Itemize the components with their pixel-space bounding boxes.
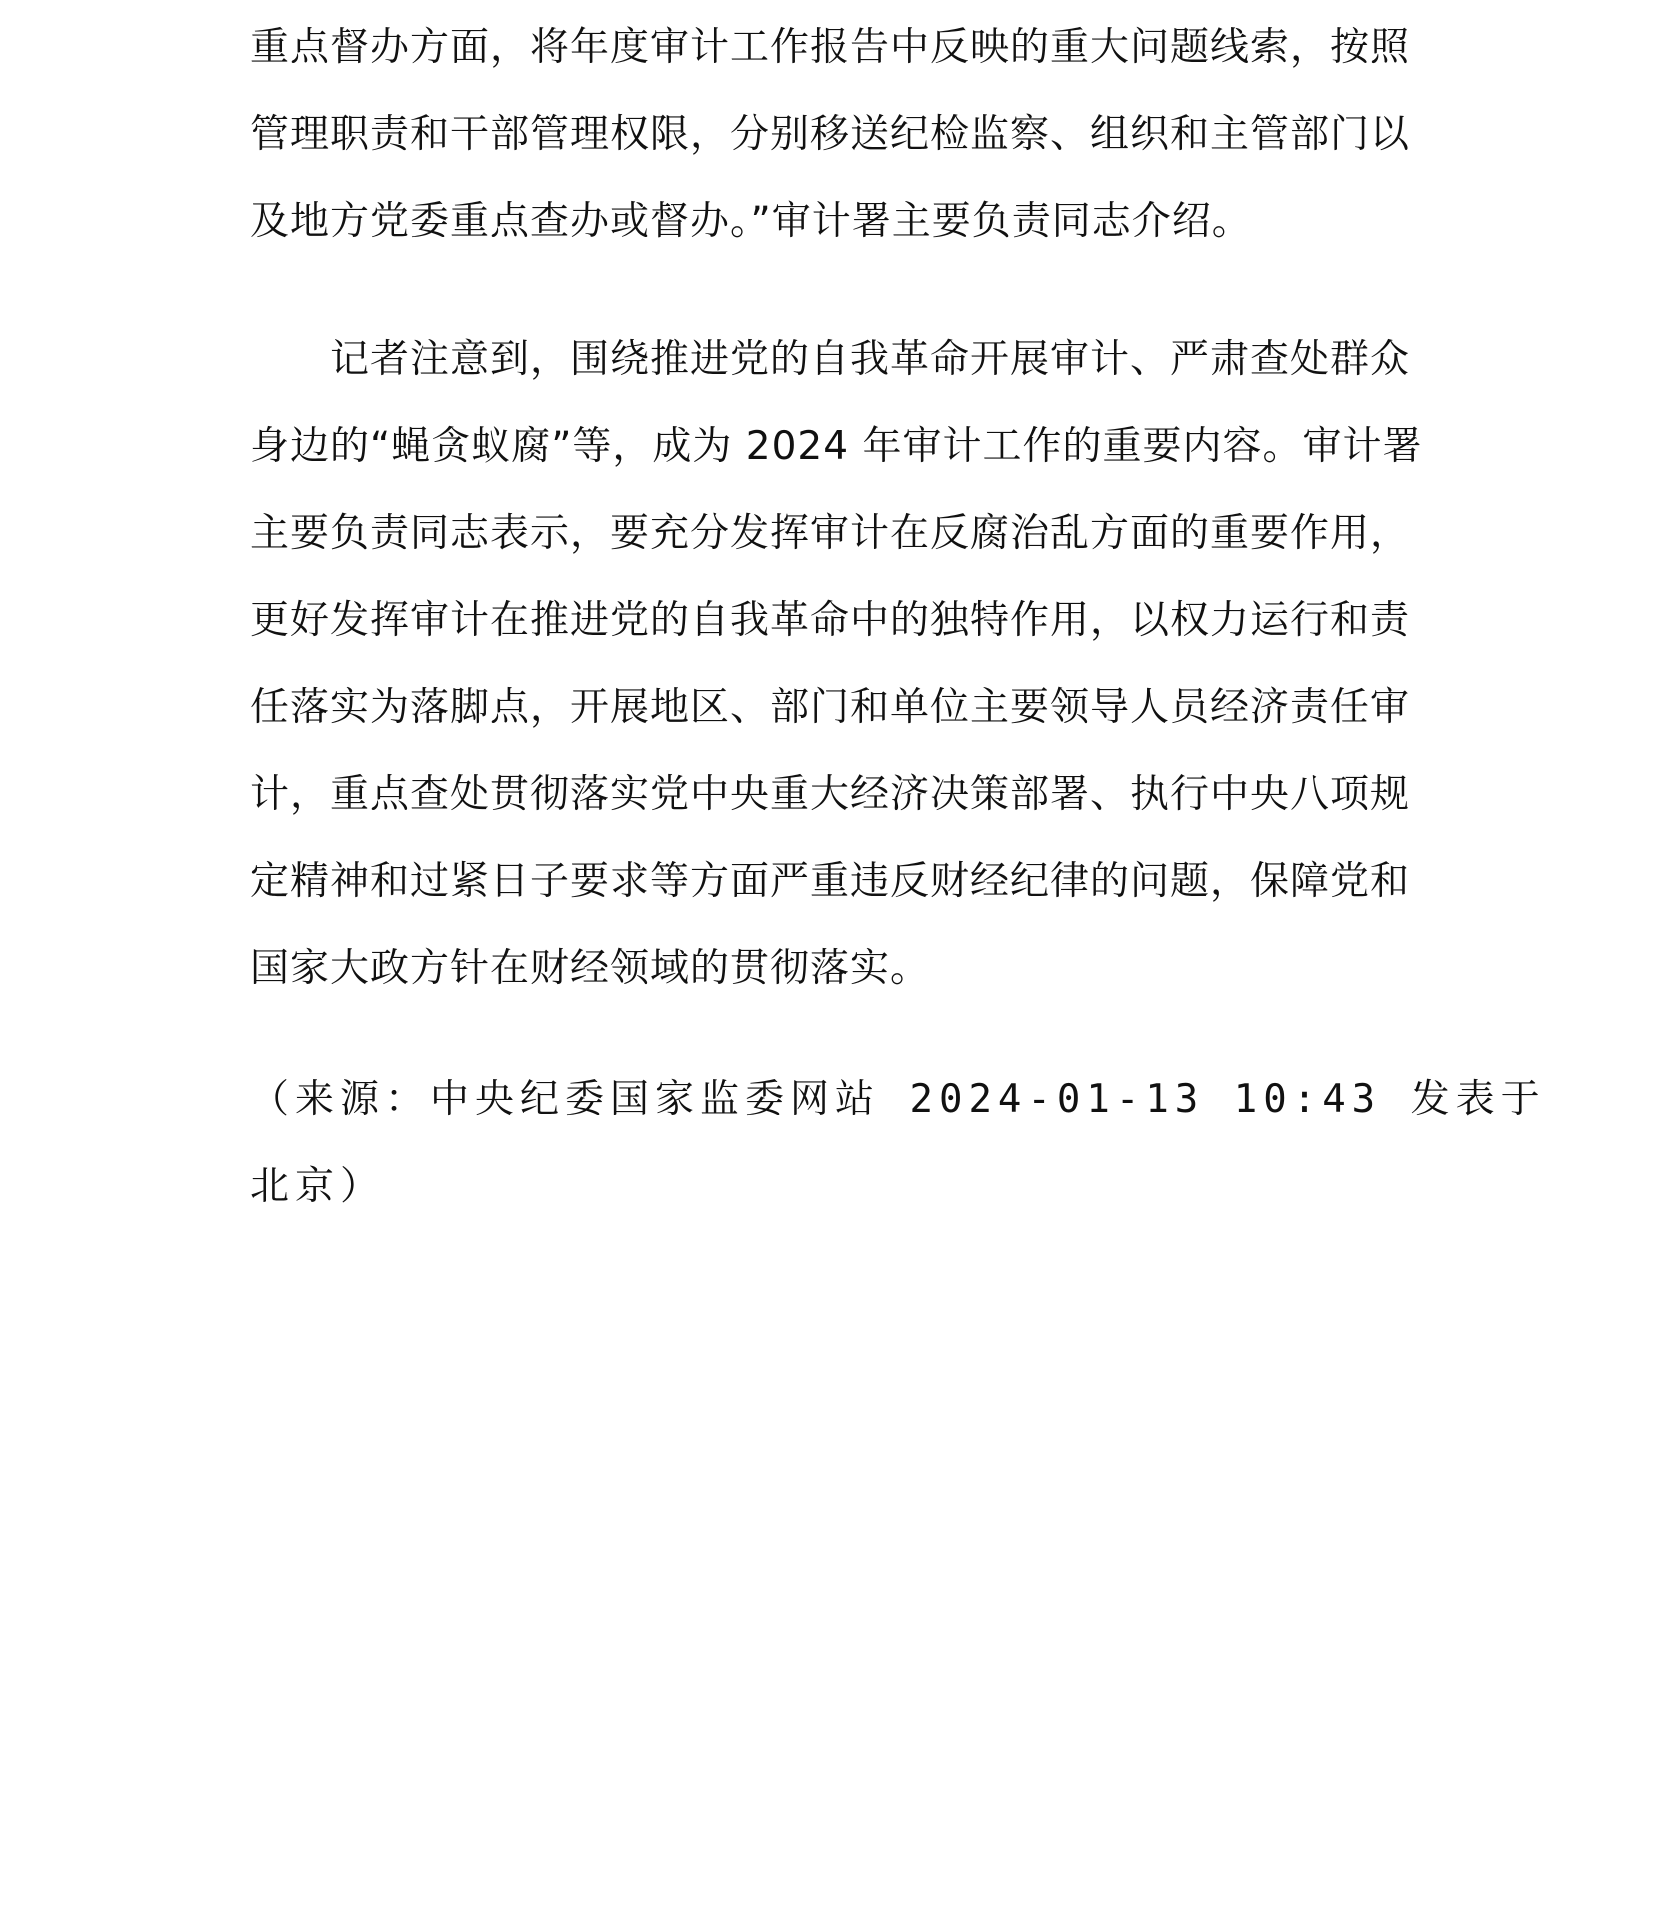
- text-line: 重点督办方面，将年度审计工作报告中反映的重大问题线索，按照: [250, 25, 1411, 70]
- text-line: 管理职责和干部管理权限，分别移送纪检监察、组织和主管部门以: [250, 112, 1411, 157]
- text-line: 及地方党委重点查办或督办。”审计署主要负责同志介绍。: [250, 199, 1252, 244]
- text-line: 国家大政方针在财经领域的贯彻落实。: [250, 946, 931, 991]
- text-line: 计，重点查处贯彻落实党中央重大经济决策部署、执行中央八项规: [250, 772, 1411, 817]
- text-line: 身边的“蝇贪蚁腐”等，成为 2024 年审计工作的重要内容。审计署: [250, 424, 1423, 469]
- text-line: 记者注意到，围绕推进党的自我革命开展审计、严肃查处群众: [250, 337, 1411, 382]
- text-line: 主要负责同志表示，要充分发挥审计在反腐治乱方面的重要作用，: [250, 511, 1411, 556]
- source-line: （来源：中央纪委国家监委网站 2024-01-13 10:43 发表于: [250, 1077, 1546, 1122]
- source-line: 北京）: [250, 1164, 386, 1209]
- paragraph-1: [250, 4, 1410, 265]
- source-attribution: [250, 1056, 1546, 1230]
- paragraph-2: [250, 316, 1423, 1012]
- text-line: 更好发挥审计在推进党的自我革命中的独特作用，以权力运行和责: [250, 598, 1411, 643]
- text-line: 定精神和过紧日子要求等方面严重违反财经纪律的问题，保障党和: [250, 859, 1411, 904]
- text-line: 任落实为落脚点，开展地区、部门和单位主要领导人员经济责任审: [250, 685, 1411, 730]
